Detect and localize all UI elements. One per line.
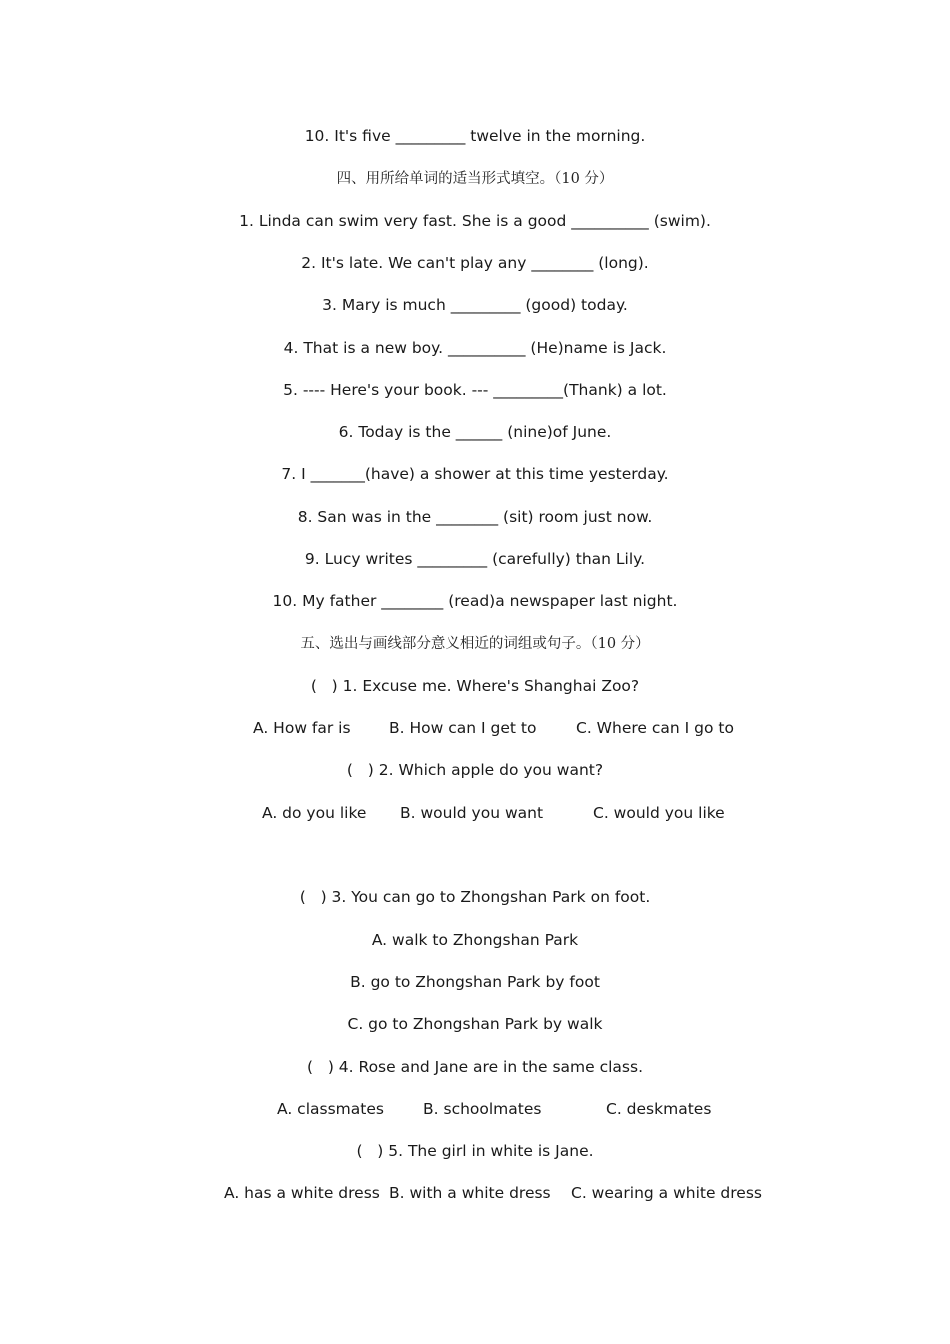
section4-heading: 四、用所给单词的适当形式填空。（10 分） [336,171,614,187]
section5-q4-option-a: A. classmates [277,1100,384,1118]
section5-q1-stem: ( ) 1. Excuse me. Where's Shanghai Zoo? [310,677,640,695]
section5-q2-stem: ( ) 2. Which apple do you want? [346,761,604,779]
section5-q5-stem: ( ) 5. The girl in white is Jane. [356,1142,594,1160]
section4-item-4: 4. That is a new boy. __________ (He)name is Jack. [283,339,667,357]
section4-item-1: 1. Linda can swim very fast. She is a good __________ (swim). [239,212,711,230]
section4-item-3: 3. Mary is much _________ (good) today. [322,296,628,314]
section5-q4-stem: ( ) 4. Rose and Jane are in the same class. [306,1058,643,1076]
section5-q3-stem: ( ) 3. You can go to Zhongshan Park on foot. [299,888,651,906]
section5-q2-option-c: C. would you like [593,804,725,822]
section4-item-6: 6. Today is the ______ (nine)of June. [338,423,612,441]
section5-q3-option-a: A. walk to Zhongshan Park [371,931,579,949]
section5-q5-option-b: B. with a white dress [389,1184,551,1202]
section5-q5-option-c: C. wearing a white dress [571,1184,762,1202]
section4-item-5: 5. ---- Here's your book. --- _________(Thank) a lot. [283,381,667,399]
section5-q1-option-c: C. Where can I go to [576,719,734,737]
section4-item-9: 9. Lucy writes _________ (carefully) than Lily. [304,550,646,568]
section5-q3-option-c: C. go to Zhongshan Park by walk [347,1015,603,1033]
section5-heading: 五、选出与画线部分意义相近的词组或句子。（10 分） [300,636,650,652]
section5-q3-option-b: B. go to Zhongshan Park by foot [350,973,600,991]
section5-q4-option-b: B. schoolmates [423,1100,542,1118]
section4-item-8: 8. San was in the ________ (sit) room just now. [297,508,653,526]
section5-q4-option-c: C. deskmates [606,1100,712,1118]
section5-q5-option-a: A. has a white dress [224,1184,380,1202]
section5-q1-option-a: A. How far is [253,719,351,737]
section5-q2-option-a: A. do you like [262,804,367,822]
section3-item-10: 10. It's five _________ twelve in the morning. [304,127,646,145]
section4-item-7: 7. I _______(have) a shower at this time yesterday. [281,465,669,483]
section5-q2-option-b: B. would you want [400,804,544,822]
section4-item-10: 10. My father ________ (read)a newspaper last night. [272,592,678,610]
section5-q1-option-b: B. How can I get to [389,719,537,737]
section4-item-2: 2. It's late. We can't play any ________ (long). [301,254,649,272]
